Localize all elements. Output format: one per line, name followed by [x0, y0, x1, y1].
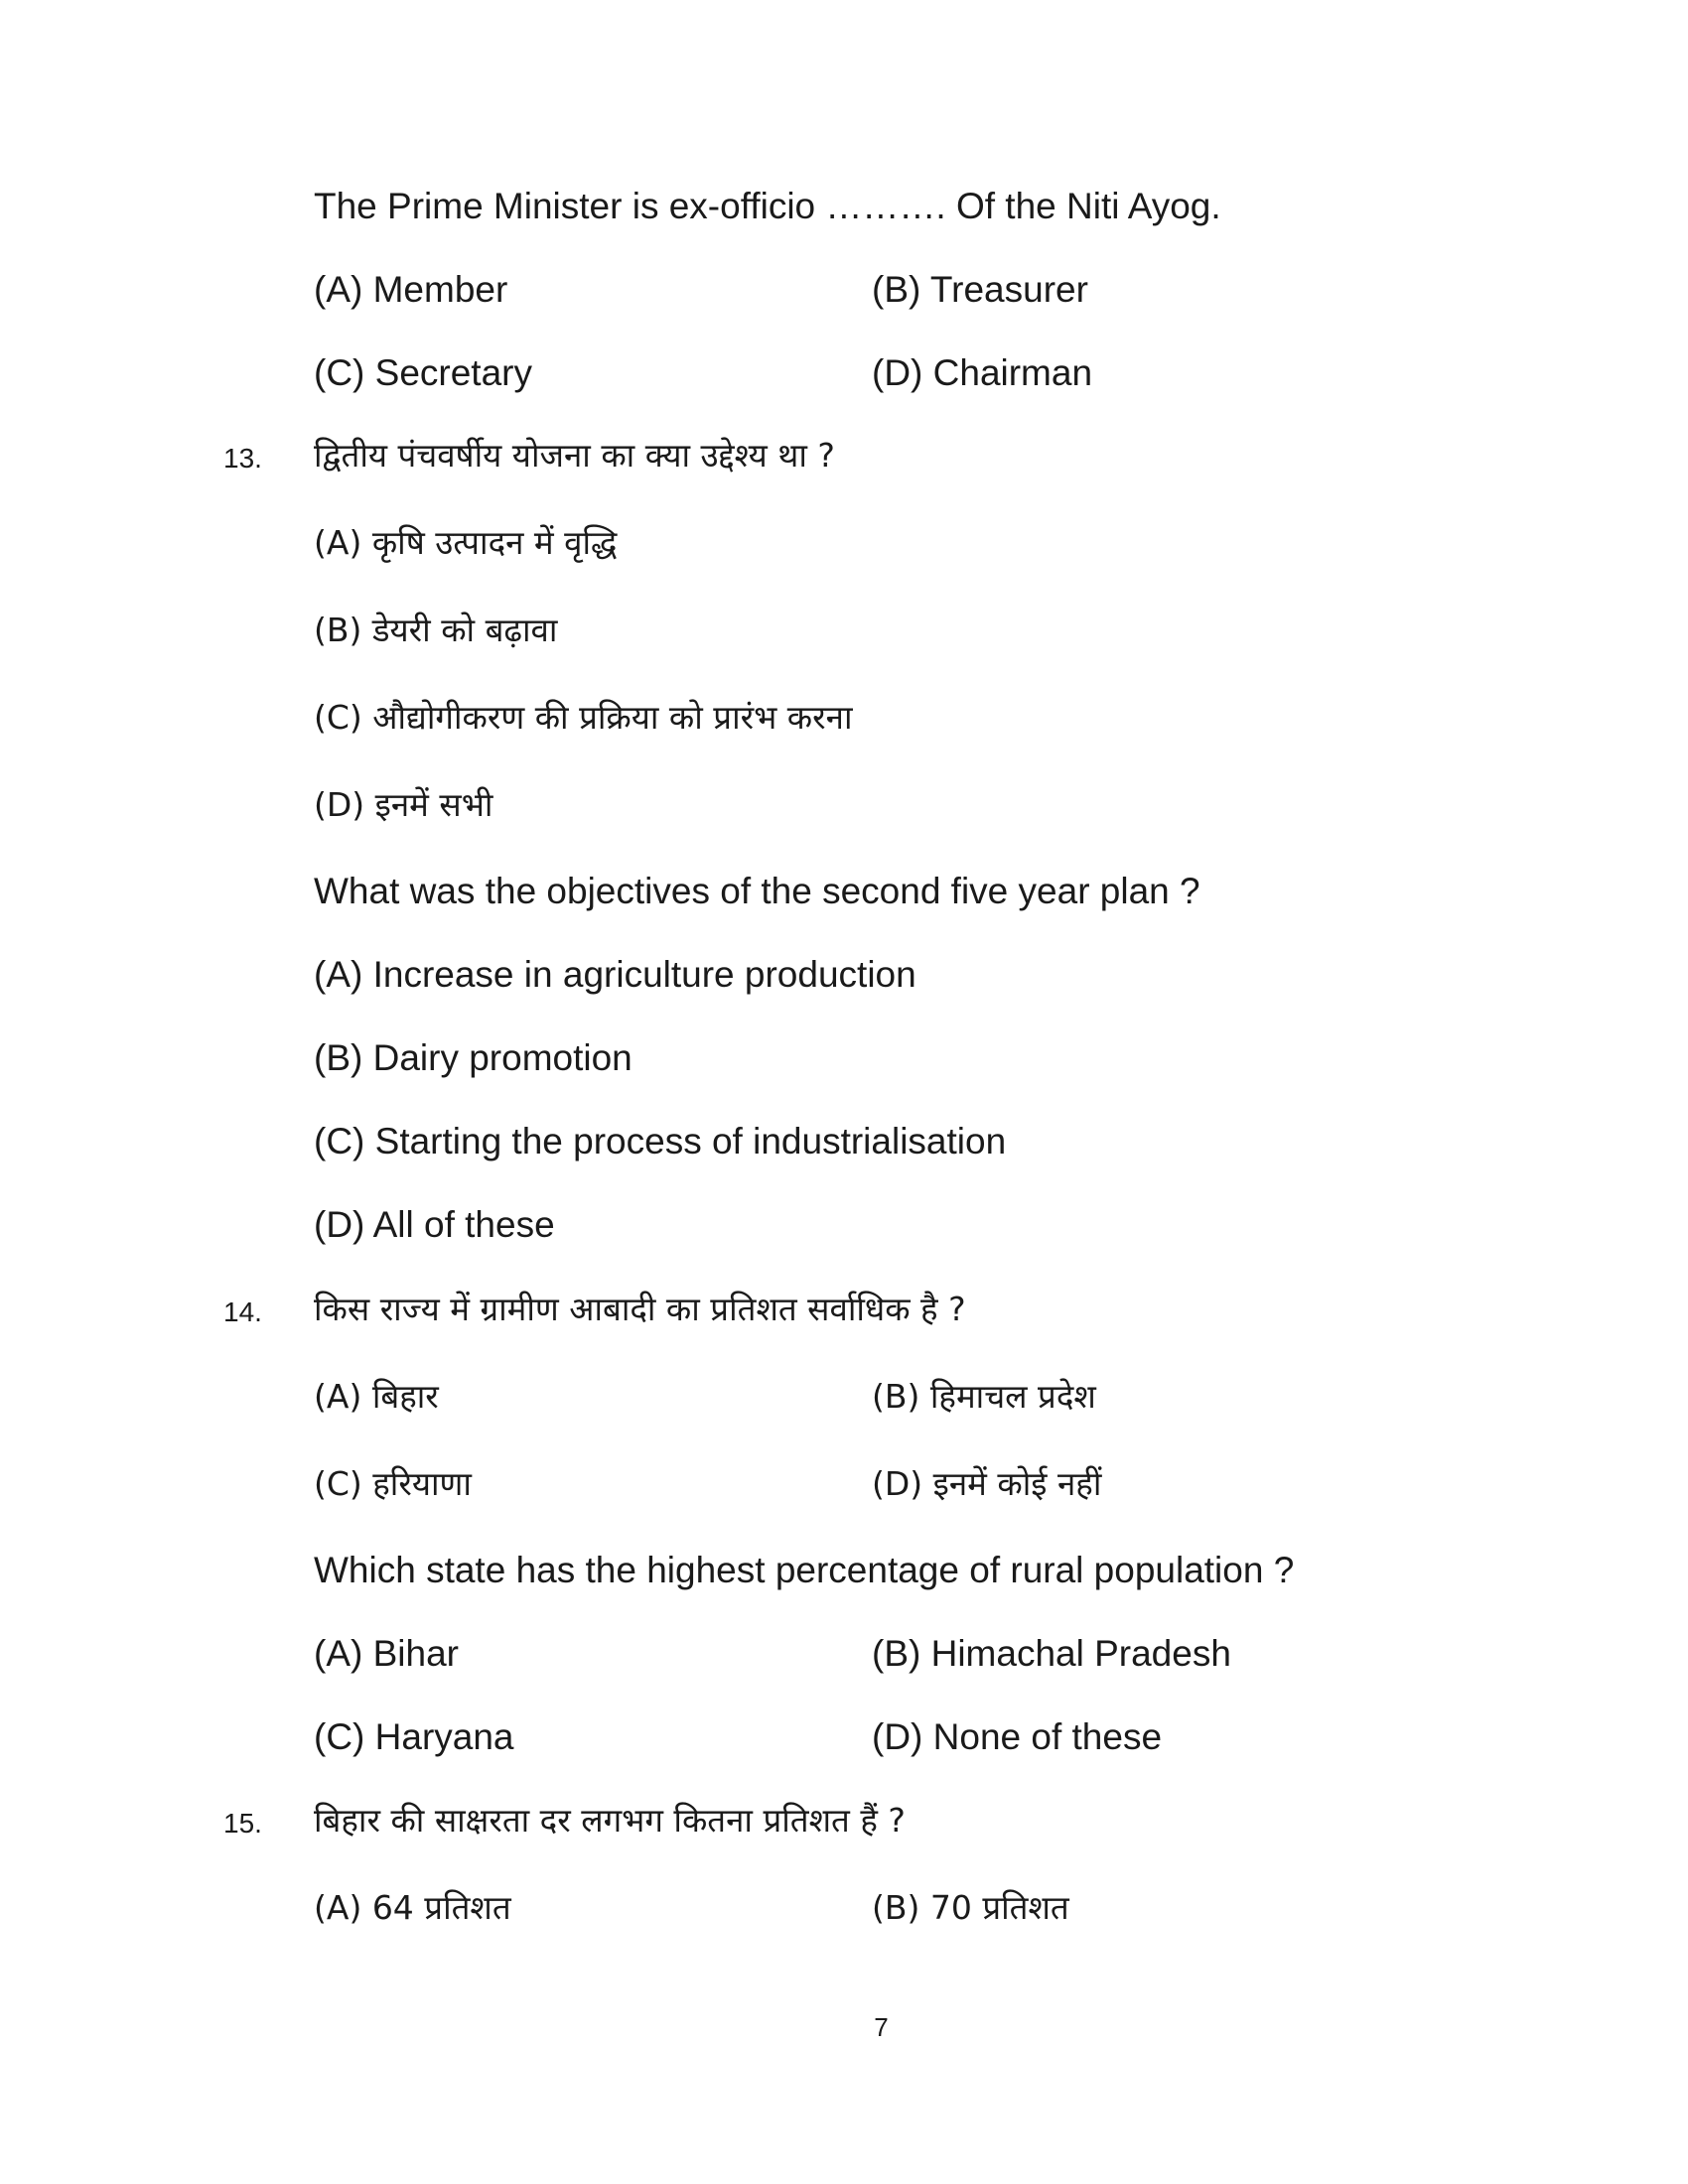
- question-14-text-hi: किस राज्य में ग्रामीण आबादी का प्रतिशत सर्वाधिक है ?: [314, 1290, 966, 1328]
- option-14d-hi: (D) इनमें कोई नहीं: [872, 1464, 1102, 1503]
- option-14c-en: (C) Haryana: [314, 1716, 514, 1757]
- option-15a-hi: (A) 64 प्रतिशत: [314, 1888, 511, 1927]
- option-12b-en: (B) Treasurer: [872, 269, 1088, 310]
- question-14-number: 14.: [223, 1297, 262, 1327]
- option-14a-hi: (A) बिहार: [314, 1377, 439, 1416]
- page-number: 7: [874, 2012, 889, 2042]
- option-13c-en: (C) Starting the process of industrialisation: [314, 1121, 1007, 1161]
- option-13b-en: (B) Dairy promotion: [314, 1037, 633, 1078]
- option-14b-hi: (B) हिमाचल प्रदेश: [872, 1377, 1096, 1416]
- question-13-text-en: What was the objectives of the second five year plan ?: [314, 871, 1200, 911]
- option-12d-en: (D) Chairman: [872, 352, 1093, 393]
- option-14a-en: (A) Bihar: [314, 1633, 459, 1674]
- question-13-number: 13.: [223, 443, 262, 474]
- option-13d-en: (D) All of these: [314, 1204, 555, 1245]
- option-13c-hi: (C) औद्योगीकरण की प्रक्रिया को प्रारंभ करना: [314, 698, 853, 737]
- option-14c-hi: (C) हरियाणा: [314, 1464, 472, 1503]
- option-12c-en: (C) Secretary: [314, 352, 532, 393]
- question-12-text-en: The Prime Minister is ex-officio ………. Of the Niti Ayog.: [314, 186, 1221, 226]
- option-15b-hi: (B) 70 प्रतिशत: [872, 1888, 1069, 1927]
- option-13d-hi: (D) इनमें सभी: [314, 785, 493, 824]
- question-13-text-hi: द्वितीय पंचवर्षीय योजना का क्या उद्देश्य था ?: [314, 436, 835, 475]
- question-14-text-en: Which state has the highest percentage of rural population ?: [314, 1550, 1295, 1590]
- option-13a-en: (A) Increase in agriculture production: [314, 954, 916, 995]
- option-14d-en: (D) None of these: [872, 1716, 1163, 1757]
- question-15-number: 15.: [223, 1808, 262, 1839]
- option-13b-hi: (B) डेयरी को बढ़ावा: [314, 611, 558, 649]
- question-15-text-hi: बिहार की साक्षरता दर लगभग कितना प्रतिशत हैं ?: [314, 1801, 906, 1840]
- option-14b-en: (B) Himachal Pradesh: [872, 1633, 1231, 1674]
- option-13a-hi: (A) कृषि उत्पादन में वृद्धि: [314, 523, 618, 562]
- option-12a-en: (A) Member: [314, 269, 508, 310]
